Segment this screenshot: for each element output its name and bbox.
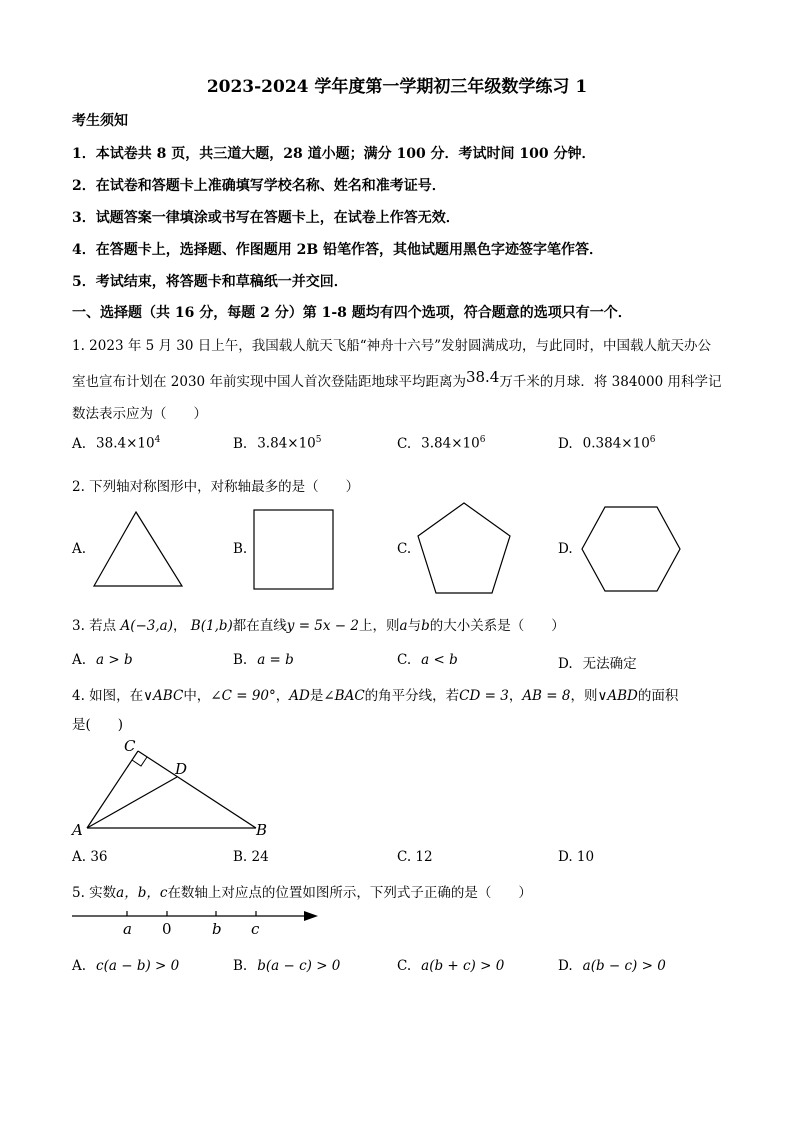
page-title: 2023-2024 学年度第一学期初三年级数学练习 1 <box>206 77 588 97</box>
q1-option-a[interactable]: A. $38.4\times 10^4$ <box>72 435 161 452</box>
notice-item-3: 3．试题答案一律填涂或书写在答题卡上，在试卷上作答无效． <box>72 210 460 226</box>
q1-line1: 1. 2023 年 5 月 30 日上午，我国载人航天飞船“神舟十六号”发射圆满成功，与此同时，中国载人航天办公 <box>72 338 712 354</box>
q5-option-b[interactable]: B. b(a − c) > 0 <box>233 958 341 974</box>
q1-option-b[interactable]: B. $3.84\times 10^5$ <box>233 435 322 452</box>
label-B: B <box>256 821 268 839</box>
section1-heading: 一、选择题（共 16 分，每题 2 分）第 1-8 题均有四个选项，符合题意的选项只有一个． <box>72 305 632 321</box>
q3-option-b[interactable]: B. a = b <box>233 652 294 668</box>
q1-line2 <box>72 370 721 390</box>
q3-option-c[interactable]: C. a < b <box>397 652 458 668</box>
q3-point-b: B(1,b) <box>190 618 233 634</box>
q4-option-b[interactable]: B. 24 <box>233 849 269 865</box>
label-C: C <box>124 737 136 755</box>
notice-item-2: 2．在试卷和答题卡上准确填写学校名称、姓名和准考证号． <box>72 178 446 194</box>
q2-text: 2. 下列轴对称图形中，对称轴最多的是（ ） <box>72 479 360 495</box>
notice-item-4: 4．在答题卡上，选择题、作图题用 2B 铅笔作答，其他试题用黑色字迹签字笔作答． <box>72 242 604 258</box>
label-A: A <box>72 821 83 839</box>
axis-label-c: c <box>251 920 260 938</box>
q1-line2-a: 室也宣布计划在 2030 年前实现中国人首次登陆距地球平均距离为 <box>72 374 466 390</box>
notice-item-5: 5．考试结束，将答题卡和草稿纸一并交回． <box>72 274 348 290</box>
right-triangle-figure <box>66 736 286 840</box>
q4-line1: 4. 如图，在∨ABC中，∠C = 90°，AD是∠BAC的角平分线，若CD = 3，AB = 8，则∨ABD的面积 <box>72 688 679 704</box>
q4-line2: 是( ) <box>72 717 124 733</box>
q5-option-a[interactable]: A. c(a − b) > 0 <box>72 958 180 974</box>
q1-option-d[interactable]: D. $0.384\times 10^6$ <box>558 435 656 452</box>
q1-option-c[interactable]: C. $3.84\times 10^6$ <box>397 435 486 452</box>
q2-option-a-label[interactable]: A. <box>72 541 87 557</box>
q3-text: 3. 若点 A(−3,a)， B(1,b)都在直线y = 5x − 2上，则a与b的大小关系是（ ） <box>72 618 565 634</box>
axis-label-b: b <box>212 920 222 938</box>
q5-option-c[interactable]: C. a(b + c) > 0 <box>397 958 505 974</box>
axis-label-zero: 0 <box>162 920 172 938</box>
q3-option-a[interactable]: A. a > b <box>72 652 133 668</box>
q3-point-a: A(−3,a) <box>120 618 173 634</box>
triangle-figure <box>90 508 186 590</box>
notice-item-1: 1．本试卷共 8 页，共三道大题，28 道小题；满分 100 分．考试时间 100 分钟． <box>72 146 596 162</box>
q2-option-c-label[interactable]: C. <box>397 541 412 557</box>
square-figure <box>250 506 338 592</box>
pentagon-figure <box>412 499 516 599</box>
hexagon-figure <box>578 503 684 595</box>
number-line-figure <box>68 902 324 938</box>
q3-option-d[interactable]: D. 无法确定 <box>558 656 637 672</box>
q1-line2-b: 万千米的月球．将 384000 用科学记 <box>499 374 722 390</box>
q1-distance: 38.4 <box>465 368 500 386</box>
q5-text: 5. 实数a，b，c在数轴上对应点的位置如图所示，下列式子正确的是（ ） <box>72 885 532 901</box>
q2-option-b-label[interactable]: B. <box>233 541 248 557</box>
q2-option-d-label[interactable]: D. <box>558 541 573 557</box>
q3-line: y = 5x − 2 <box>286 618 359 634</box>
label-D: D <box>175 760 188 778</box>
q1-line3: 数法表示应为（ ） <box>72 406 207 422</box>
q4-option-a[interactable]: A. 36 <box>72 849 108 865</box>
q5-option-d[interactable]: D. a(b − c) > 0 <box>558 958 666 974</box>
notice-heading: 考生须知 <box>72 113 128 129</box>
q4-option-c[interactable]: C. 12 <box>397 849 433 865</box>
axis-label-a: a <box>123 920 132 938</box>
q4-option-d[interactable]: D. 10 <box>558 849 595 865</box>
